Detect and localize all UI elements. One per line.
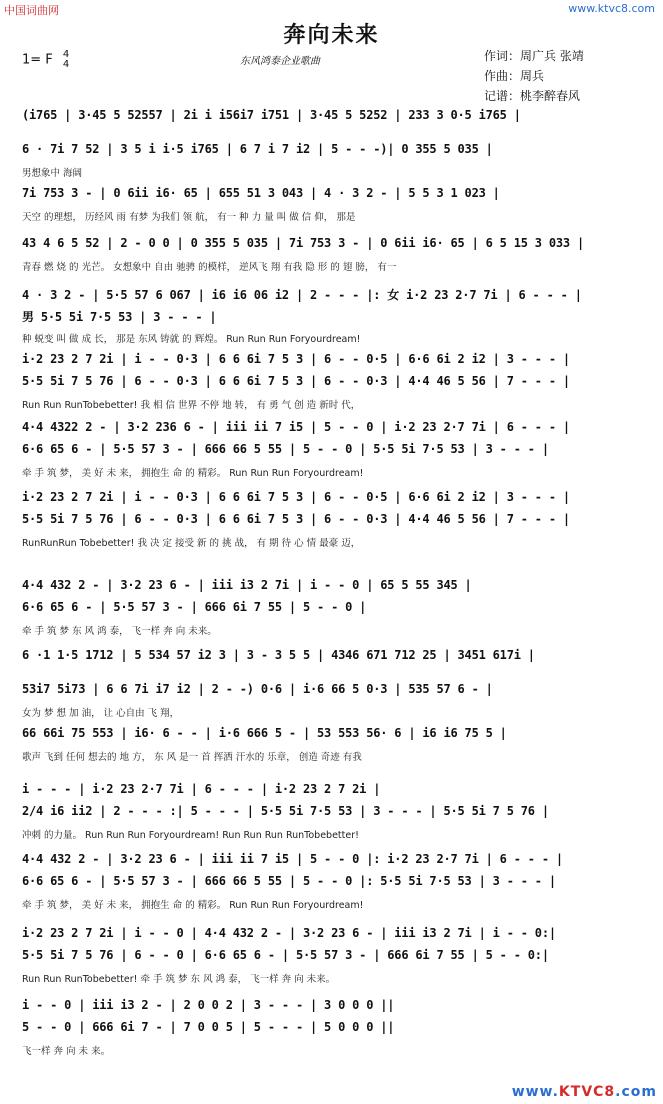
- lyric-line: Run Run RunTobebetter! 牵 手 筑 梦 东 风 鸿 泰， 飞一样 奔 向 未来。: [22, 974, 336, 985]
- notation-line: 5·5 5i 7 5 76 | 6 - - 0 | 6·6 65 6 - | 5·5 57 3 - | 666 6i 7 55 | 5 - - 0:|: [22, 948, 549, 962]
- site-logo-left[interactable]: 中国词曲网: [4, 4, 59, 17]
- lyric-line: 种 蜕变 叫 做 成 长， 那是 东风 铸就 的 辉煌。 Run Run Run Foryourdream!: [22, 334, 361, 345]
- notation-line: i·2 23 2 7 2i | i - - 0 | 4·4 432 2 - | 3·2 23 6 - | iii i3 2 7i | i - - 0:|: [22, 926, 556, 940]
- site-url-right[interactable]: www.ktvc8.com: [568, 2, 655, 15]
- lyric-line: 青春 燃 烧 的 光芒。 女想象中 自由 驰骋 的模样， 逆风飞 翔 有我 隐 形 的 翅 膀， 有一: [22, 262, 397, 273]
- time-signature: [63, 50, 69, 70]
- key-label: 1= F: [22, 52, 53, 68]
- time-num: 4: [62, 49, 70, 60]
- notation-line: 4·4 432 2 - | 3·2 23 6 - | iii ii 7 i5 | 5 - - 0 |: i·2 23 2·7 7i | 6 - - - |: [22, 852, 563, 866]
- lyric-line: 冲刺 的力量。 Run Run Run Foryourdream! Run Run Run RunTobebetter!: [22, 830, 359, 841]
- notation-line: 男 5·5 5i 7·5 53 | 3 - - - |: [22, 310, 217, 324]
- notation-line: 6·6 65 6 - | 5·5 57 3 - | 666 66 5 55 | 5 - - 0 | 5·5 5i 7·5 53 | 3 - - - |: [22, 442, 549, 456]
- lyric-line: 飞一样 奔 向 未 来。: [22, 1046, 111, 1057]
- notation-line: 4 · 3 2 - | 5·5 57 6 067 | i6 i6 06 i2 | 2 - - - |: 女 i·2 23 2·7 7i | 6 - - - |: [22, 288, 582, 302]
- subtitle: 东风鸿泰企业歌曲: [240, 56, 320, 67]
- notation-line: 2/4 i6 ii2 | 2 - - - :| 5 - - - | 5·5 5i 7·5 53 | 3 - - - | 5·5 5i 7 5 76 |: [22, 804, 549, 818]
- watermark-suffix: .com: [615, 1084, 657, 1100]
- notation-line: i - - - | i·2 23 2·7 7i | 6 - - - | i·2 23 2 7 2i |: [22, 782, 381, 796]
- watermark-prefix: www.: [511, 1084, 559, 1100]
- credits: [484, 46, 584, 106]
- notation-line: 53i7 5i73 | 6 6 7i i7 i2 | 2 - -) 0·6 | i·6 66 5 0·3 | 535 57 6 - |: [22, 682, 493, 696]
- lyricist: 作词：周广兵 张靖: [484, 49, 584, 63]
- notation-line: 6 · 7i 7 52 | 3 5 i i·5 i765 | 6 7 i 7 i2 | 5 - - -)| 0 355 5 035 |: [22, 142, 493, 156]
- lyric-line: 歌声 飞到 任何 想去的 地 方， 东 风 是一 首 挥洒 汗水的 乐章， 创造 奇迹 有我: [22, 752, 362, 763]
- lyric-line: 牵 手 筑 梦， 美 好 未 来， 拥抱生 命 的 精彩。 Run Run Run Foryourdream!: [22, 468, 364, 479]
- notation-line: 43 4 6 5 52 | 2 - 0 0 | 0 355 5 035 | 7i 753 3 - | 0 6ii i6· 65 | 6 5 15 3 033 |: [22, 236, 584, 250]
- notation-line: i·2 23 2 7 2i | i - - 0·3 | 6 6 6i 7 5 3 | 6 - - 0·5 | 6·6 6i 2 i2 | 3 - - - |: [22, 490, 570, 504]
- notation-line: 66 66i 75 553 | i6· 6 - - | i·6 666 5 - | 53 553 56· 6 | i6 i6 75 5 |: [22, 726, 507, 740]
- lyric-line: 牵 手 筑 梦， 美 好 未 来， 拥抱生 命 的 精彩。 Run Run Run Foryourdream!: [22, 900, 364, 911]
- composer: 作曲：周兵: [484, 69, 545, 83]
- watermark-logo: [512, 1084, 657, 1100]
- lyric-line: 女为 梦 想 加 油， 让 心自由 飞 翔，: [22, 708, 180, 719]
- watermark-brand: KTVC8: [558, 1084, 616, 1100]
- lyric-line: Run Run RunTobebetter! 我 相 信 世界 不停 地 转， 有 勇 气 创 造 新时 代，: [22, 400, 361, 411]
- key-signature: [22, 50, 69, 70]
- lyric-line: 牵 手 筑 梦 东 风 鸿 泰， 飞一样 奔 向 未来。: [22, 626, 217, 637]
- notation-line: i - - 0 | iii i3 2 - | 2 0 0 2 | 3 - - - | 3 0 0 0 ||: [22, 998, 395, 1012]
- lyric-line: 男想象中 海阔: [22, 168, 83, 179]
- notation-line: 6·6 65 6 - | 5·5 57 3 - | 666 6i 7 55 | 5 - - 0 |: [22, 600, 367, 614]
- notation-line: 7i 753 3 - | 0 6ii i6· 65 | 655 51 3 043 | 4 · 3 2 - | 5 5 3 1 023 |: [22, 186, 500, 200]
- time-den: 4: [62, 59, 70, 70]
- notation-line: (i765 | 3·45 5 52557 | 2i i i56i7 i751 | 3·45 5 5252 | 233 3 0·5 i765 |: [22, 108, 521, 122]
- lyric-line: RunRunRun Tobebetter! 我 决 定 接受 新 的 挑 战， 有 期 待 心 情 最豪 迈，: [22, 538, 361, 549]
- song-title: 奔向未来: [283, 22, 380, 48]
- notation-line: 4·4 432 2 - | 3·2 23 6 - | iii i3 2 7i | i - - 0 | 65 5 55 345 |: [22, 578, 472, 592]
- lyric-line: 天空 的理想， 历经风 雨 有梦 为我们 领 航， 有一 种 力 量 叫 做 信 仰， 那是: [22, 212, 356, 223]
- notation-line: i·2 23 2 7 2i | i - - 0·3 | 6 6 6i 7 5 3 | 6 - - 0·5 | 6·6 6i 2 i2 | 3 - - - |: [22, 352, 570, 366]
- notation-line: 6 ·1 1·5 1712 | 5 534 57 i2 3 | 3 - 3 5 5 | 4346 671 712 25 | 3451 617i |: [22, 648, 535, 662]
- notation-line: 5 - - 0 | 666 6i 7 - | 7 0 0 5 | 5 - - - | 5 0 0 0 ||: [22, 1020, 395, 1034]
- notation-line: 6·6 65 6 - | 5·5 57 3 - | 666 66 5 55 | 5 - - 0 |: 5·5 5i 7·5 53 | 3 - - - |: [22, 874, 556, 888]
- notation-line: 4·4 4322 2 - | 3·2 236 6 - | iii ii 7 i5 | 5 - - 0 | i·2 23 2·7 7i | 6 - - - |: [22, 420, 570, 434]
- notation-line: 5·5 5i 7 5 76 | 6 - - 0·3 | 6 6 6i 7 5 3 | 6 - - 0·3 | 4·4 46 5 56 | 7 - - - |: [22, 374, 570, 388]
- transcriber: 记谱：桃李醉春风: [484, 89, 581, 103]
- notation-line: 5·5 5i 7 5 76 | 6 - - 0·3 | 6 6 6i 7 5 3 | 6 - - 0·3 | 4·4 46 5 56 | 7 - - - |: [22, 512, 570, 526]
